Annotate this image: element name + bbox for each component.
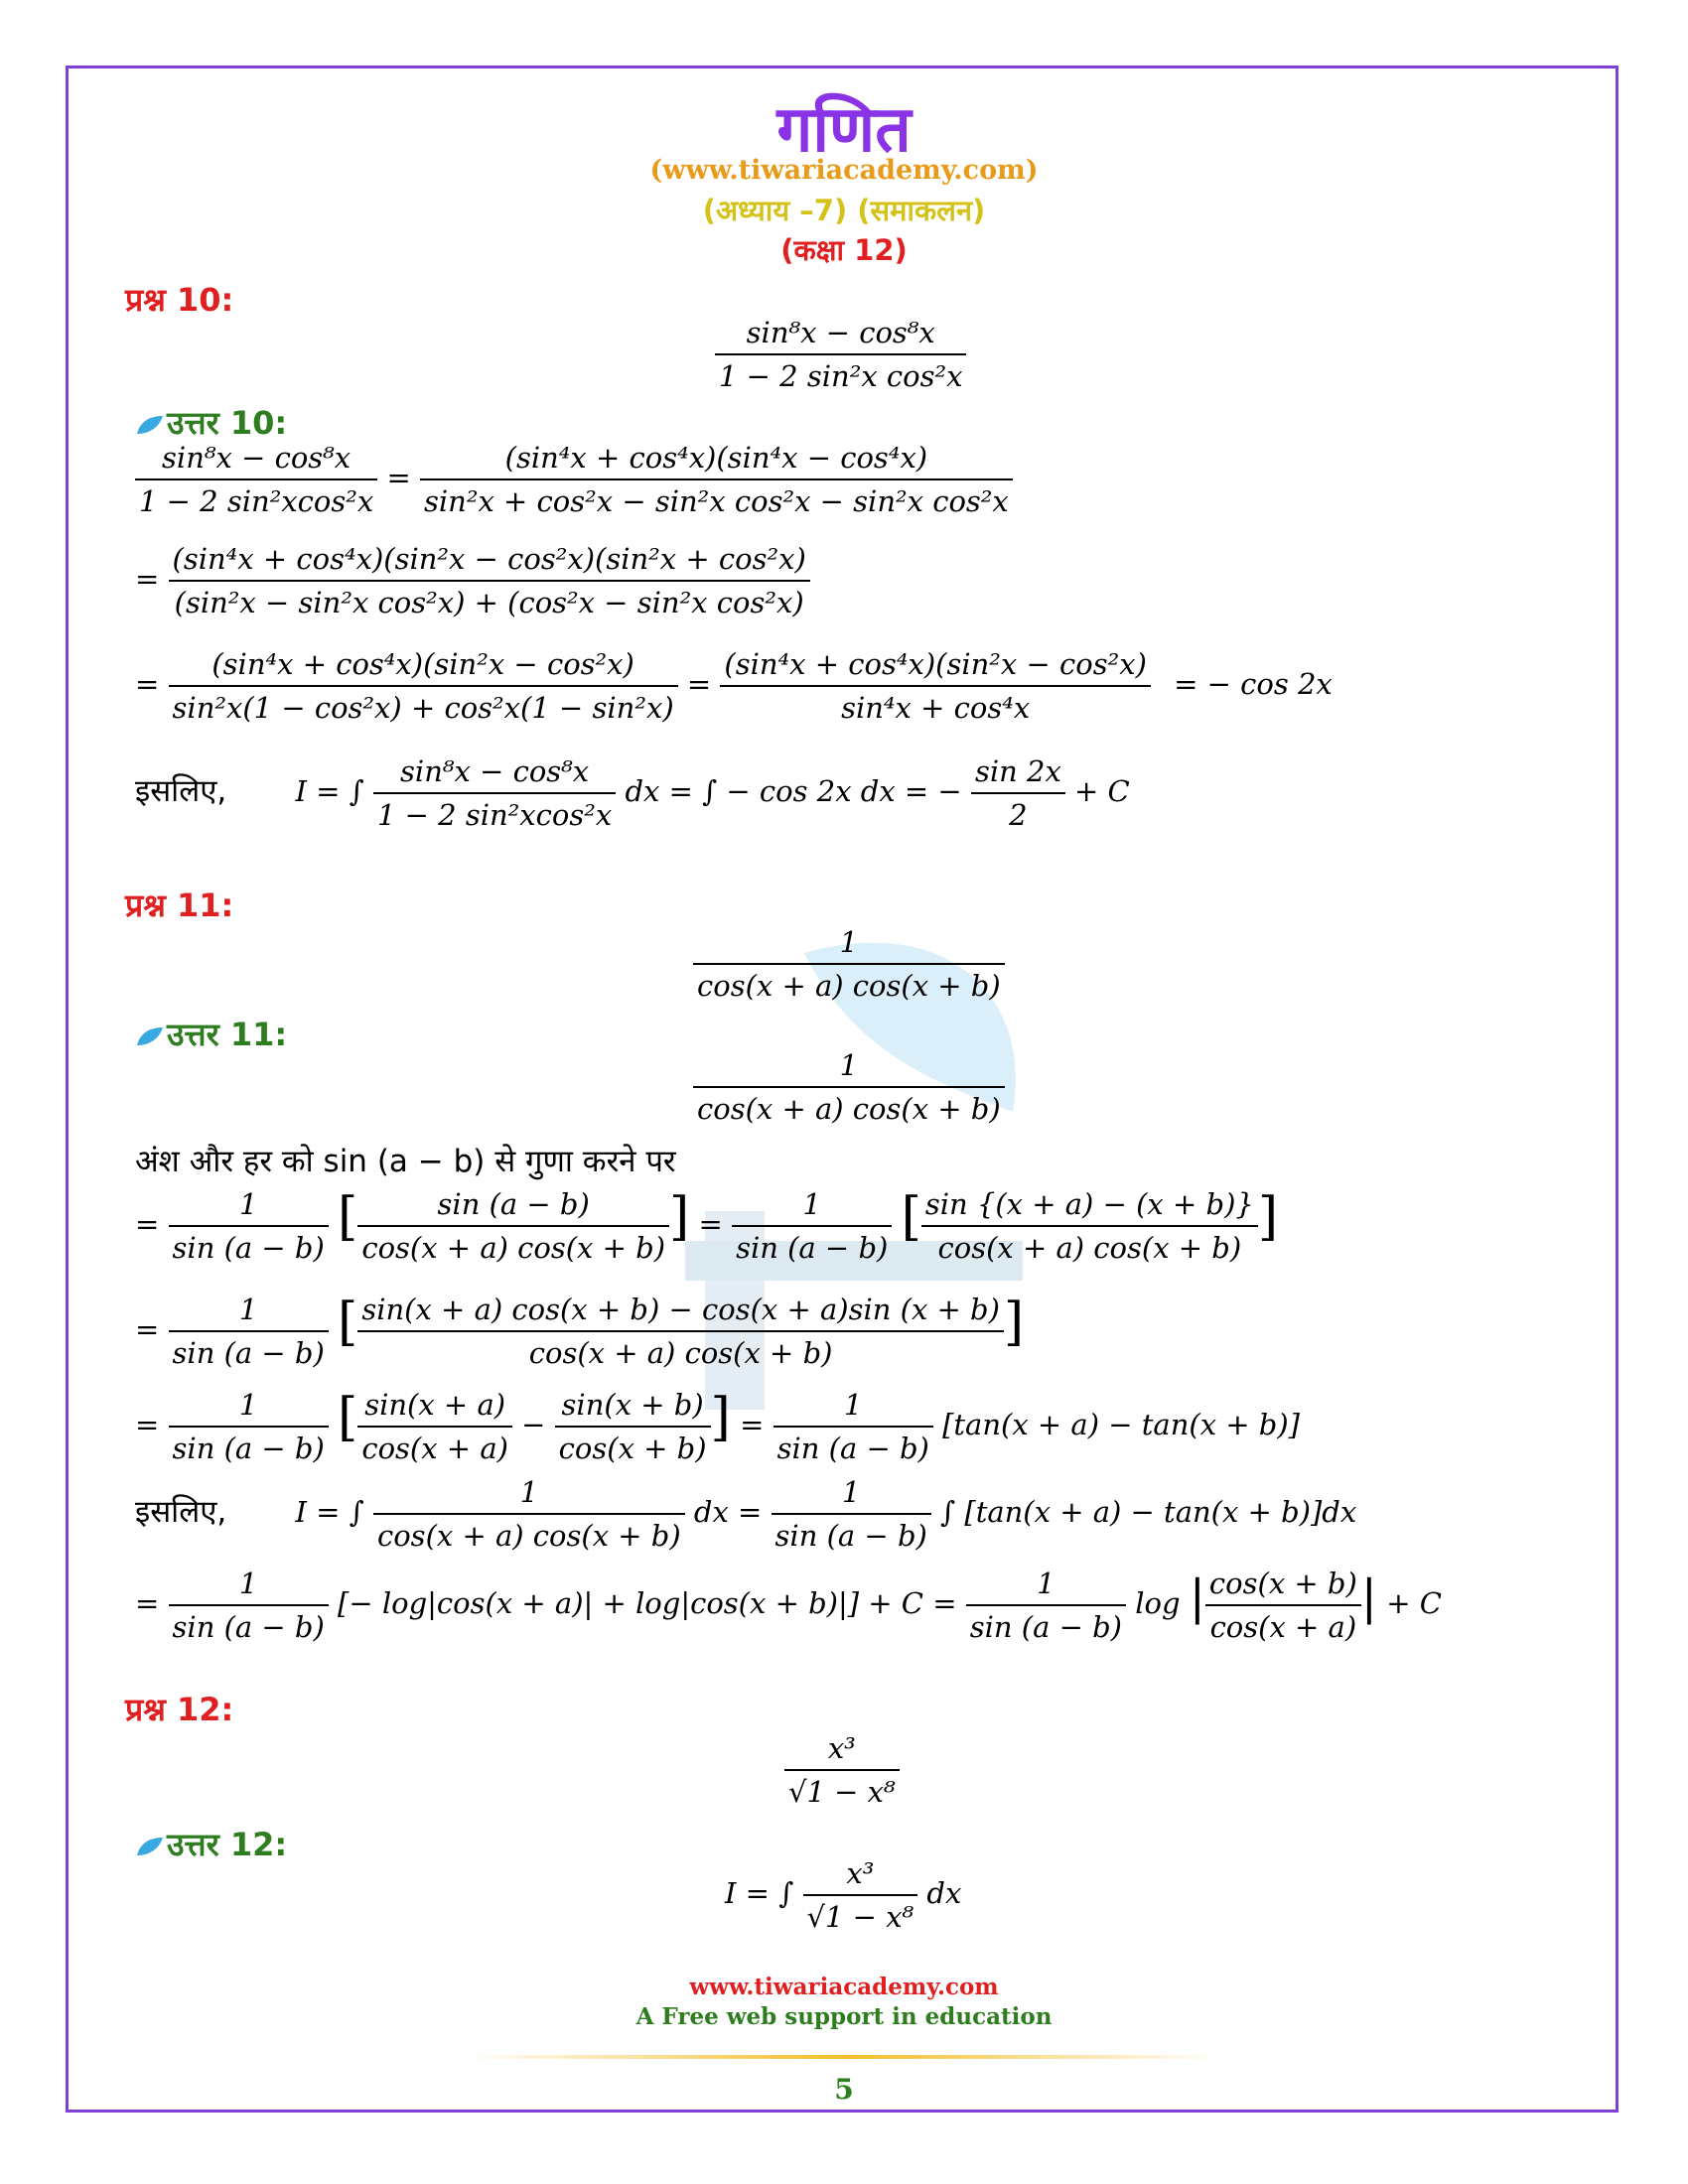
leaf-icon	[135, 1836, 165, 1857]
q11-problem: $\frac{1}{\cos(x + a) \cos(x + b)}$	[693, 925, 1005, 1003]
header-chapter: (अध्याय –7) (समाकलन)	[702, 194, 986, 227]
q10-step-2: = $\frac{\text{(sin⁴x + cos⁴x)(sin²x − cos²x)(sin²x + cos²x)}}{\text{(sin²x − sin²x cos²x) + (cos²x − sin²x cos²x)}}$	[135, 542, 810, 619]
footer-divider	[467, 2055, 1221, 2059]
header-class: (कक्षा 12)	[780, 233, 908, 267]
q12-integral: I = ∫ $\frac{\text{x³}}{\text{√1 − x⁸}}$ dx	[725, 1856, 962, 1934]
q10-step-3: = $\frac{\text{(sin⁴x + cos⁴x)(sin²x − cos²x)}}{\text{sin²x(1 − cos²x) + cos²x(1 − sin²x)}}$ = $\frac{\text{(sin⁴x + cos⁴x)(sin²x − cos²x)}}{\text{sin⁴x + cos⁴x}}$ = − cos 2x	[135, 647, 1333, 725]
q11-line-3: = $\frac{1}{\sin (a - b)}$ [ $\frac{\sin(x + a)}{\cos(x + a)}$ − $\frac{\sin(x + b)}{\cos(x + b)}$ ] = $\frac{1}{\sin (a - b)}$ [tan(x + a) − tan(x + b)]	[135, 1388, 1300, 1465]
footer-website: www.tiwariacademy.com	[689, 1974, 999, 2000]
q12-problem: $\frac{\text{x³}}{\text{√1 − x⁸}}$	[784, 1731, 900, 1809]
leaf-icon	[135, 1025, 165, 1047]
answer-10-label: उत्तर 10:	[135, 401, 287, 444]
header-website: (www.tiwariacademy.com)	[649, 155, 1039, 186]
q10-step-1: $\frac{\text{sin⁸x − cos⁸x}}{\text{1 − 2 sin²xcos²x}}$ = $\frac{\text{(sin⁴x + cos⁴x)(sin⁴x − cos⁴x)}}{\text{sin²x + cos²x − sin²x cos²x − sin²x cos²x}}$	[135, 441, 1013, 518]
footer-tagline: A Free web support in education	[635, 2003, 1053, 2030]
question-10-label: प्रश्न 10:	[125, 281, 234, 319]
q11-line-4: इसलिए, I = ∫ $\frac{1}{\cos(x + a) \cos(x + b)}$ dx = $\frac{1}{\sin (a - b)}$ ∫ [tan(x + a) − tan(x + b)]dx	[135, 1475, 1357, 1553]
q11-restate: $\frac{1}{\cos(x + a) \cos(x + b)}$	[693, 1048, 1005, 1126]
leaf-icon	[135, 414, 165, 436]
page-title: गणित	[776, 93, 912, 167]
q11-line-2: = $\frac{1}{\sin (a - b)}$ [ $\frac{\sin(x + a) \cos(x + b) - \cos(x + a)\sin (x + b)}{\cos(x + a) \cos(x + b)}$ ]	[135, 1293, 1025, 1370]
q11-multiply-text: अंश और हर को sin (a − b) से गुणा करने पर	[135, 1144, 676, 1179]
page-number: 5	[834, 2073, 854, 2106]
question-12-label: प्रश्न 12:	[125, 1691, 234, 1728]
q10-problem: $\frac{\text{sin⁸x − cos⁸x}}{\text{1 − 2 sin²x cos²x}}$	[715, 316, 966, 393]
q10-final: इसलिए, I = ∫ $\frac{\text{sin⁸x − cos⁸x}}{\text{1 − 2 sin²xcos²x}}$ dx = ∫ − cos 2x dx = − $\frac{\sin 2x}{2}$ + C	[135, 754, 1130, 832]
answer-11-label: उत्तर 11:	[135, 1013, 287, 1055]
question-11-label: प्रश्न 11:	[125, 887, 234, 924]
q11-line-5: = $\frac{1}{\sin (a - b)}$ [− log|cos(x + a)| + log|cos(x + b)|] + C = $\frac{1}{\sin (a - b)}$ log | $\frac{\cos(x + b)}{\cos(x + a)}$ | + C	[135, 1567, 1442, 1644]
answer-12-label: उत्तर 12:	[135, 1823, 287, 1865]
q11-line-1: = $\frac{1}{\sin (a - b)}$ [ $\frac{\sin (a - b)}{\cos(x + a) \cos(x + b)}$ ] = $\frac{1}{\sin (a - b)}$ [ $\frac{\sin \{(x + a) - (x + b)\}}{\cos(x + a) \cos(x + b)}$ ]	[135, 1187, 1279, 1265]
